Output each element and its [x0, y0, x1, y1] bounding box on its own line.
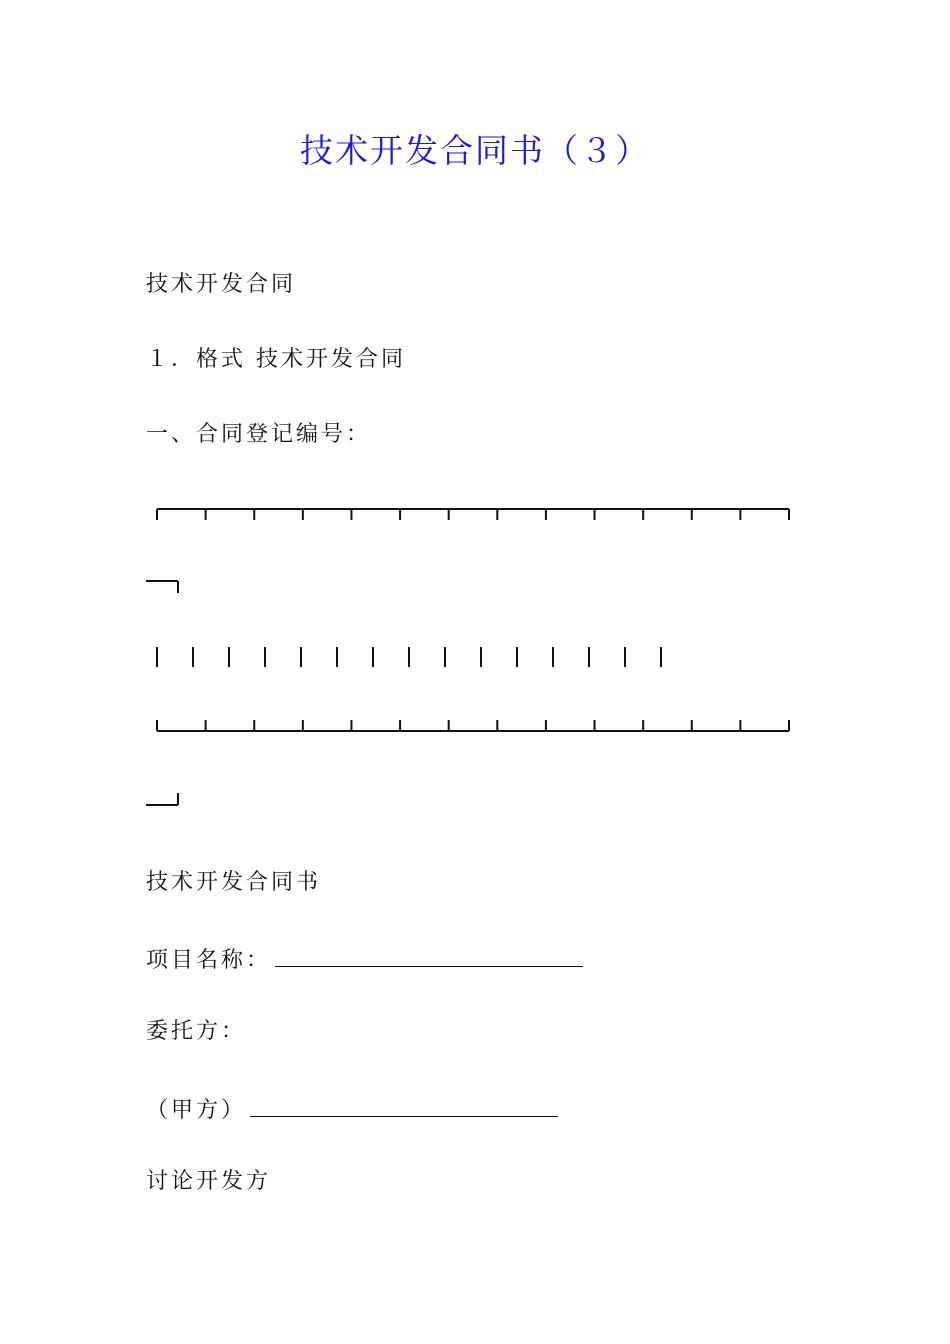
- party-a-line: [146, 1092, 558, 1126]
- paragraph-developer: 讨论开发方: [146, 1169, 272, 1194]
- paragraph-format: １．格式 技术开发合同: [146, 347, 406, 372]
- project-name-blank[interactable]: [275, 942, 583, 967]
- paragraph-client: 委托方：: [146, 1019, 247, 1044]
- project-name-line: [146, 942, 583, 976]
- party-a-blank[interactable]: [250, 1092, 558, 1117]
- paragraph-registration-number: 一、合同登记编号：: [146, 422, 372, 447]
- paragraph-contract-heading: 技术开发合同: [146, 272, 297, 297]
- project-name-label: 项目名称：: [146, 948, 272, 973]
- party-a-label: （甲方）: [146, 1098, 247, 1123]
- document-title: 技术开发合同书（３）: [300, 131, 650, 170]
- paragraph-contract-book: 技术开发合同书: [146, 870, 322, 895]
